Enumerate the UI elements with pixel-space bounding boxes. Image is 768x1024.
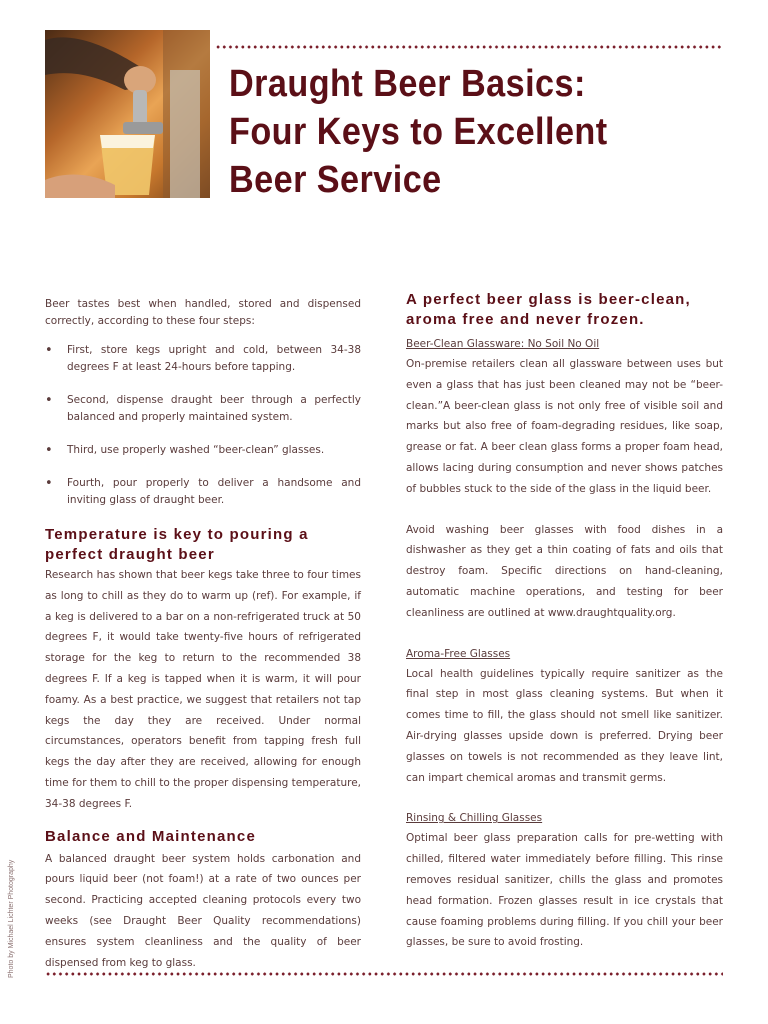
- rinsing-subhead: Rinsing & Chilling Glasses: [406, 812, 543, 825]
- spacer: [406, 624, 723, 644]
- beer-tap-illustration: [45, 30, 210, 198]
- dishwasher-paragraph: Avoid washing beer glasses with food dishes in a dishwasher as they get a thin coating of fats and oils that destroy foam. Specific directions on hand-cleaning, automatic machine operations, and testing for beer cleanliness are outlined at www.draughtquality.org.: [406, 523, 723, 619]
- glass-heading: A perfect beer glass is beer-clean, aroma free and never frozen.: [406, 291, 691, 328]
- list-item: • First, store kegs upright and cold, between 34-38 degrees F at least 24-hours before tapping.: [45, 342, 361, 376]
- list-item: • Fourth, pour properly to deliver a handsome and inviting glass of draught beer.: [45, 475, 361, 509]
- beer-clean-paragraph: On-premise retailers clean all glassware between uses but even a glass that has just been cleaned may not be “beer-clean.”A beer-clean glass is not only free of visible soil and marks but also free of foam-degrading residues, like soap, grease or fat. A beer clean glass forms a proper foam head, allows lacing during consumption and never shows patches of bubbles stuck to the side of the glass in the liquid beer.: [406, 358, 723, 495]
- beer-clean-subhead: Beer-Clean Glassware: No Soil No Oil: [406, 338, 600, 350]
- steps-list: [45, 342, 361, 509]
- spacer: [406, 500, 723, 520]
- spacer: [406, 788, 723, 808]
- intro-paragraph: Beer tastes best when handled, stored and dispensed correctly, according to these four steps:: [45, 298, 361, 327]
- temperature-paragraph: Research has shown that beer kegs take three to four times as long to chill as they do to warm up (ref). For example, if a keg is delivered to a bar on a non-refrigerated truck at 50 degrees F, it would take twenty-five hours of refrigerated storage for the keg to return to the recommended 38 degrees F. If a keg is tapped when it is warm, it will pour foamy. As a best practice, we suggest that retailers not tap kegs the day they are received. Under normal circumstances, operators benefit from tapping fresh full kegs the day after they are received, allowing for enough time for them to chill to the proper dispensing temperature, 34-38 degrees F.: [45, 569, 361, 810]
- balance-paragraph: A balanced draught beer system holds carbonation and pours liquid beer (not foam!) at a rate of two ounces per second. Practicing accepted cleaning protocols every two weeks (see Draught Beer Quality recommendations) ensures system cleanliness and the quality of beer dispensed from keg to glass.: [45, 852, 361, 969]
- aroma-paragraph: Local health guidelines typically require sanitizer as the final step in most glass cleaning systems. But when it comes time to fill, the glass should not smell like sanitizer. Air-drying glasses upside down is preferred. Drying beer glasses on towels is not recommended as they leave lint, can impart chemical aromas and transmit germs.: [406, 667, 723, 784]
- dotted-rule-top: [215, 45, 723, 49]
- rinsing-paragraph: Optimal beer glass preparation calls for pre-wetting with chilled, filtered water immediately before filling. This rinse removes residual sanitizer, chills the glass and promotes head formation. Frozen glasses result in ice crystals that cause foaming problems during filling. If you chill your beer glasses, be sure to avoid frosting.: [406, 832, 723, 949]
- title-line-3: Beer Service: [229, 159, 442, 201]
- dotted-rule-bottom: [45, 972, 723, 976]
- list-item: • Third, use properly washed “beer-clean” glasses.: [45, 442, 361, 459]
- title-line-1: Draught Beer Basics:: [229, 63, 586, 105]
- page-title: [229, 60, 608, 204]
- list-item: • Second, dispense draught beer through a perfectly balanced and properly maintained system.: [45, 392, 361, 426]
- photo-credit: Photo by Michael Lichter Photography: [8, 859, 15, 978]
- title-line-2: Four Keys to Excellent: [229, 111, 608, 153]
- temperature-heading: Temperature is key to pouring a perfect draught beer: [45, 526, 309, 563]
- balance-heading: Balance and Maintenance: [45, 827, 256, 845]
- right-column: [406, 291, 723, 953]
- aroma-subhead: Aroma-Free Glasses: [406, 647, 511, 660]
- beer-tap-photo: [45, 30, 210, 198]
- left-column: [45, 296, 361, 973]
